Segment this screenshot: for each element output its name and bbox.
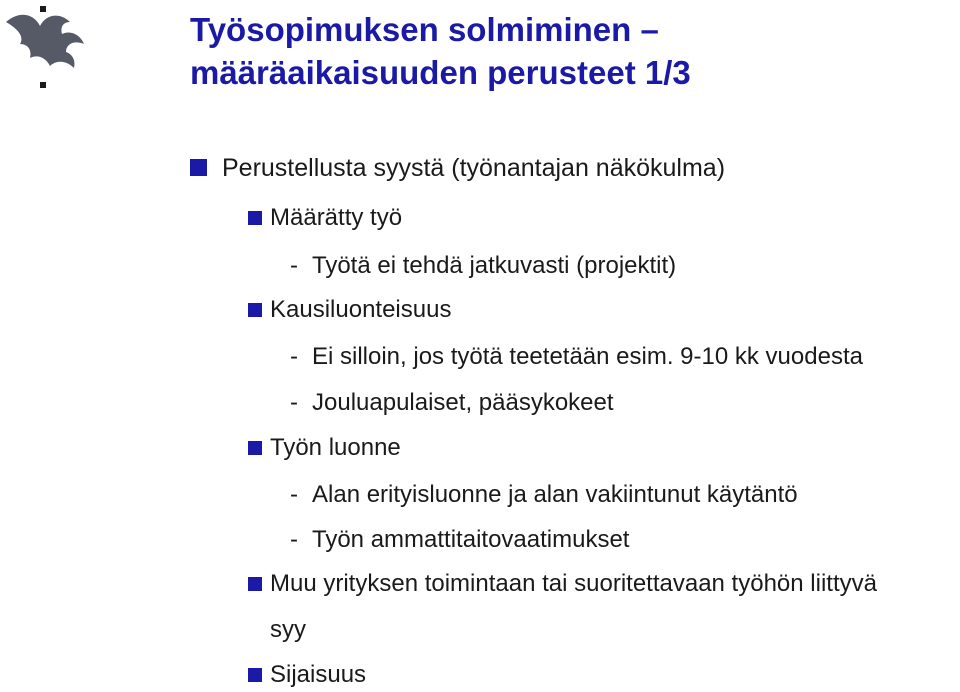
- dash: -: [290, 252, 298, 279]
- dash: -: [290, 481, 298, 508]
- item-muu-syy-line1: Muu yrityksen toimintaan tai suoritettavaan työhön liittyvä: [270, 570, 877, 597]
- square-bullet-icon: [190, 159, 207, 176]
- item-muu-syy-line2: syy: [270, 616, 306, 643]
- dash: -: [290, 343, 298, 370]
- sub-item: [290, 526, 629, 554]
- slide-title-line2: määräaikaisuuden perusteet 1/3: [190, 54, 691, 91]
- item-kausiluonteisuus: Kausiluonteisuus: [270, 296, 452, 323]
- item-tyon-luonne: Työn luonne: [270, 434, 401, 461]
- square-bullet-icon: [248, 303, 262, 317]
- sub-item: [290, 343, 863, 371]
- item-sijaisuus: Sijaisuus: [270, 661, 367, 688]
- square-bullet-icon: [248, 441, 262, 455]
- sub-item: [290, 252, 676, 280]
- square-bullet-icon: [248, 211, 262, 225]
- square-bullet-icon: [248, 668, 262, 682]
- main-point: Perustellusta syystä (työnantajan näkökulma): [222, 154, 726, 182]
- slide-title: [190, 8, 691, 94]
- slide-title-line1: Työsopimuksen solmiminen –: [190, 11, 659, 48]
- square-bullet-icon: [248, 577, 262, 591]
- sub-item-text: Alan erityisluonne ja alan vakiintunut käytäntö: [312, 481, 798, 508]
- sub-item: [290, 389, 614, 417]
- item-maaratty-tyo: Määrätty työ: [270, 204, 403, 231]
- sub-item-text: Ei silloin, jos työtä teetetään esim. 9-10 kk vuodesta: [312, 343, 863, 370]
- dash: -: [290, 526, 298, 553]
- dash: -: [290, 389, 298, 416]
- sub-item-text: Työtä ei tehdä jatkuvasti (projektit): [312, 252, 677, 279]
- sub-item-text: Työn ammattitaitovaatimukset: [312, 526, 630, 553]
- university-flame-logo-icon: [0, 0, 100, 100]
- sub-item: [290, 481, 798, 509]
- sub-item-text: Jouluapulaiset, pääsykokeet: [312, 389, 614, 416]
